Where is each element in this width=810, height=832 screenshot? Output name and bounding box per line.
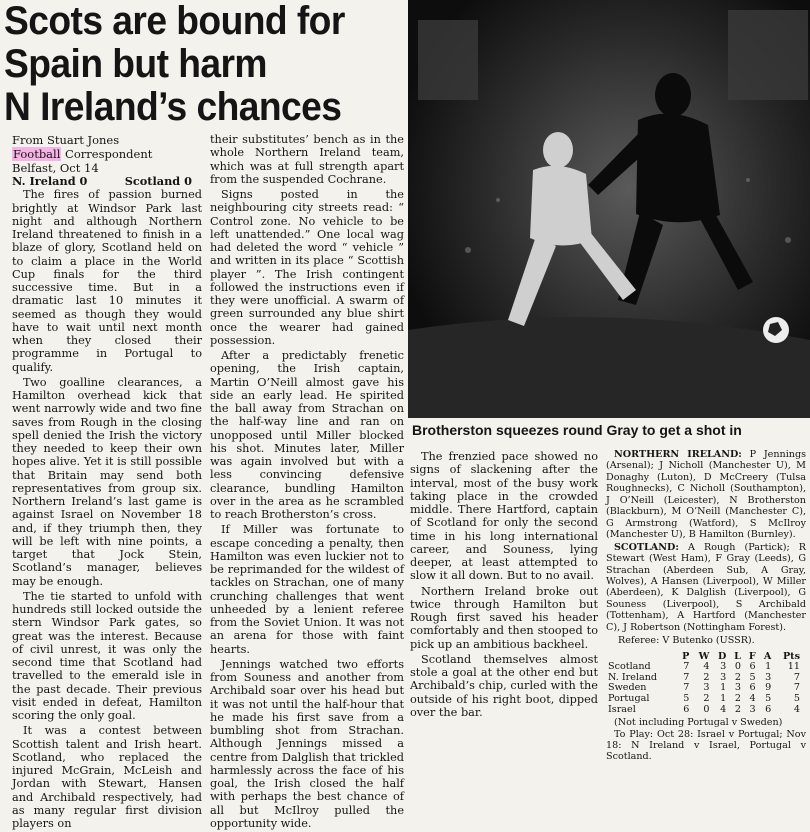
table-row — [606, 705, 802, 716]
byline-dateline: Belfast, Oct 14 — [12, 161, 99, 175]
headline-line-2: Spain but harm — [4, 42, 267, 86]
stat-cell: 3 — [734, 682, 741, 694]
stat-cell: 4 — [720, 703, 727, 715]
stat-cell: 5 — [793, 692, 800, 704]
byline-role: Correspondent — [61, 147, 153, 161]
paragraph: The frenzied pace showed no signs of slackening after the interval, most of the busy work taking place in the crowded middle. There Hartford, captain of Scotland for only the second time in his long international career, and Souness, lying deeper, at least attempted to slow it all down. But to no avail. — [410, 450, 598, 583]
team-cell: Scotland — [608, 661, 651, 673]
paragraph: Scotland themselves almost stole a goal at the other end but Archibald’s chip, curled with the outside of his right boot, dipped over the bar. — [410, 652, 598, 719]
team-cell: Israel — [608, 703, 636, 715]
fixtures — [606, 717, 806, 763]
stat-cell: 6 — [683, 703, 690, 715]
paragraph: The fires of passion burned brightly at Windsor Park last night and although Northern Ireland threatened to finish in a blaze of glory, Scotland held on to claim a place in the World Cup finals for the third successive time. But in a dramatic last 10 minutes it seemed as though they would have to wait until next month when they closed their programme in Portugal to qualify. — [12, 188, 202, 374]
stat-cell: 7 — [683, 661, 690, 673]
team-lineups — [606, 449, 806, 633]
column-header: P — [682, 650, 690, 662]
stat-cell: 3 — [720, 661, 727, 673]
stat-cell: 7 — [793, 671, 800, 683]
stat-cell: 6 — [765, 703, 772, 715]
byline-author: From Stuart Jones — [12, 133, 120, 147]
column-header: A — [763, 650, 772, 662]
lineup-scotland — [606, 542, 806, 634]
stat-cell: 2 — [703, 692, 710, 704]
team-cell: Sweden — [608, 682, 647, 694]
fixtures-to-play: To Play: Oct 28: Israel v Portugal; Nov 18: N Ireland v Israel, Portugal v Scotland. — [606, 728, 806, 763]
paragraph: It was a contest between Scottish talent and Irish heart. Scotland, who replaced the injured McGrain, McLeish and Jordan with Stewart, Hansen and Archibald respectively, had as many regular first division players on — [12, 724, 202, 830]
paragraph: Northern Ireland broke out twice through Hamilton but Rough first saved his header comfortably and then stooped to pick up an ambitious backheel. — [410, 584, 598, 651]
stat-cell: 1 — [720, 692, 727, 704]
score-line — [12, 175, 202, 188]
stat-cell: 4 — [703, 661, 710, 673]
paragraph: Jennings watched two efforts from Souness and another from Archibald soar over his head but it was not until the half-hour that he made his first save from a bumbling shot from Strachan. Although Jennings missed a centre from Dalglish that trickled harmlessly across the face of his goal, the Irish closed the half with perhaps the best chance of all but McIlroy pulled the opportunity wide. — [210, 657, 404, 830]
column-header: Pts — [782, 650, 800, 662]
stat-cell: 5 — [749, 671, 756, 683]
team-name: NORTHERN IRELAND: — [614, 449, 742, 460]
stat-cell: 3 — [703, 682, 710, 694]
article-column-2 — [210, 133, 404, 832]
stat-cell: 5 — [765, 692, 772, 704]
photo-caption: Brotherston squeezes round Gray to get a shot in — [412, 422, 742, 438]
stat-cell: 2 — [703, 671, 710, 683]
headline — [4, 0, 376, 129]
stat-cell: 2 — [734, 692, 741, 704]
table-row — [606, 694, 802, 705]
article-column-1 — [12, 133, 202, 832]
column-header: F — [748, 650, 756, 662]
results-column — [606, 449, 806, 763]
team-players: P Jennings (Arsenal); J Nicholl (Manchester U), M Donaghy (Luton), D McCreery (Tulsa Roughnecks), C Nicholl (Southampton), J O’Neill (Leicester), N Brotherston (Blackburn), M O’Neill (Manchester C), G Armstrong (Watford), S McIlroy (Manchester U), B Hamilton (Burnley). — [606, 449, 807, 541]
team-players: A Rough (Partick); R Stewart (West Ham), F Gray (Leeds), G Strachan (Aberdeen Sub, A Gray, Wolves), A Hansen (Liverpool), W Miller (Aberdeen), K Dalglish (Liverpool), G Souness (Liverpool), S Archibald (Tottenham), A Hartford (Manchester C), J Robertson (Nottingham Forest). — [606, 541, 806, 633]
stat-cell: 9 — [765, 682, 772, 694]
fixtures-note: (Not including Portugal v Sweden) — [614, 717, 783, 729]
match-photo — [408, 0, 810, 418]
stat-cell: 3 — [765, 671, 772, 683]
stat-cell: 3 — [720, 671, 727, 683]
column-header: W — [698, 650, 710, 662]
stat-cell: 11 — [787, 661, 800, 673]
stat-cell: 0 — [703, 703, 710, 715]
paragraph: their substitutes’ bench as in the whole Northern Ireland team, which was at full strength apart from the suspended Cochrane. — [210, 133, 404, 186]
stat-cell: 2 — [734, 703, 741, 715]
stat-cell: 4 — [749, 692, 756, 704]
stat-cell: 7 — [683, 682, 690, 694]
stat-cell: 7 — [793, 682, 800, 694]
article-column-3 — [410, 450, 598, 721]
stat-cell: 1 — [720, 682, 727, 694]
paragraph: Signs posted in the neighbouring city streets read: “ Control zone. No vehicle to be left unattended.” One local wag had deleted the word “ vehicle ” and written in its place “ Scottish player ”. The Irish contingent followed the instructions even if they were unofficial. A swarm of green surrounded any blue shirt once the wearer had gained possession. — [210, 188, 404, 347]
team-name: SCOTLAND: — [614, 541, 679, 553]
score-home: N. Ireland 0 — [12, 174, 88, 188]
stat-cell: 0 — [734, 661, 741, 673]
stat-cell: 7 — [683, 671, 690, 683]
paragraph: After a predictably frenetic opening, the Irish captain, Martin O’Neill almost gave his side an early lead. He spirited the ball away from Strachan on the half-way line and ran on unopposed until Miller blocked his shot. Minutes later, Miller was again involved but with a less convincing defensive clearance, bundling Hamilton over in the area as he scrambled to reach Brotherston’s cross. — [210, 349, 404, 521]
score-away: Scotland 0 — [124, 174, 192, 188]
team-cell: Portugal — [608, 692, 650, 704]
byline — [12, 133, 202, 175]
lineup-northern-ireland — [606, 449, 806, 541]
headline-line-3: N Ireland’s chances — [4, 85, 342, 129]
stat-cell: 1 — [765, 661, 772, 673]
paragraph: If Miller was fortunate to escape conceding a penalty, then Hamilton was even luckier not to be reprimanded for the wildest of tackles on Strachan, one of many crunching challenges that went unheeded by a lenient referee from the Soviet Union. It was not an arena for those with faint hearts. — [210, 523, 404, 656]
team-cell: N. Ireland — [608, 671, 658, 683]
byline-role-line — [12, 147, 202, 161]
highlighted-word: Football — [13, 147, 61, 161]
stat-cell: 5 — [683, 692, 690, 704]
paragraph: The tie started to unfold with hundreds still locked outside the stern Windsor Park gates, so great was the interest. Because of civil unrest, it was only the second time that Scotland had travelled to the emerald isle in the past decade. Their previous visit ended in defeat, Hamilton scoring the only goal. — [12, 589, 202, 722]
column-header: D — [717, 650, 727, 662]
group-table — [606, 651, 802, 715]
stat-cell: 2 — [734, 671, 741, 683]
stat-cell: 6 — [749, 661, 756, 673]
paragraph: Two goalline clearances, a Hamilton overhead kick that went narrowly wide and two fine saves from Rough in the closing spell denied the Irish the victory they needed to keep their own hopes alive. Yet it is still possible that Britain may send both representatives from group six. Northern Ireland’s last game is against Israel on November 18 and, if they triumph then, they will be left with nine points, a target that Jock Stein, Scotland’s manager, believes may be enough. — [12, 375, 202, 588]
headline-line-1: Scots are bound for — [4, 0, 345, 43]
stat-cell: 3 — [749, 703, 756, 715]
photo-illustration — [408, 0, 810, 418]
football-icon — [763, 317, 789, 343]
stat-cell: 6 — [749, 682, 756, 694]
referee-line: Referee: V Butenko (USSR). — [618, 635, 755, 647]
column-header: L — [734, 650, 741, 662]
stat-cell: 4 — [793, 703, 800, 715]
